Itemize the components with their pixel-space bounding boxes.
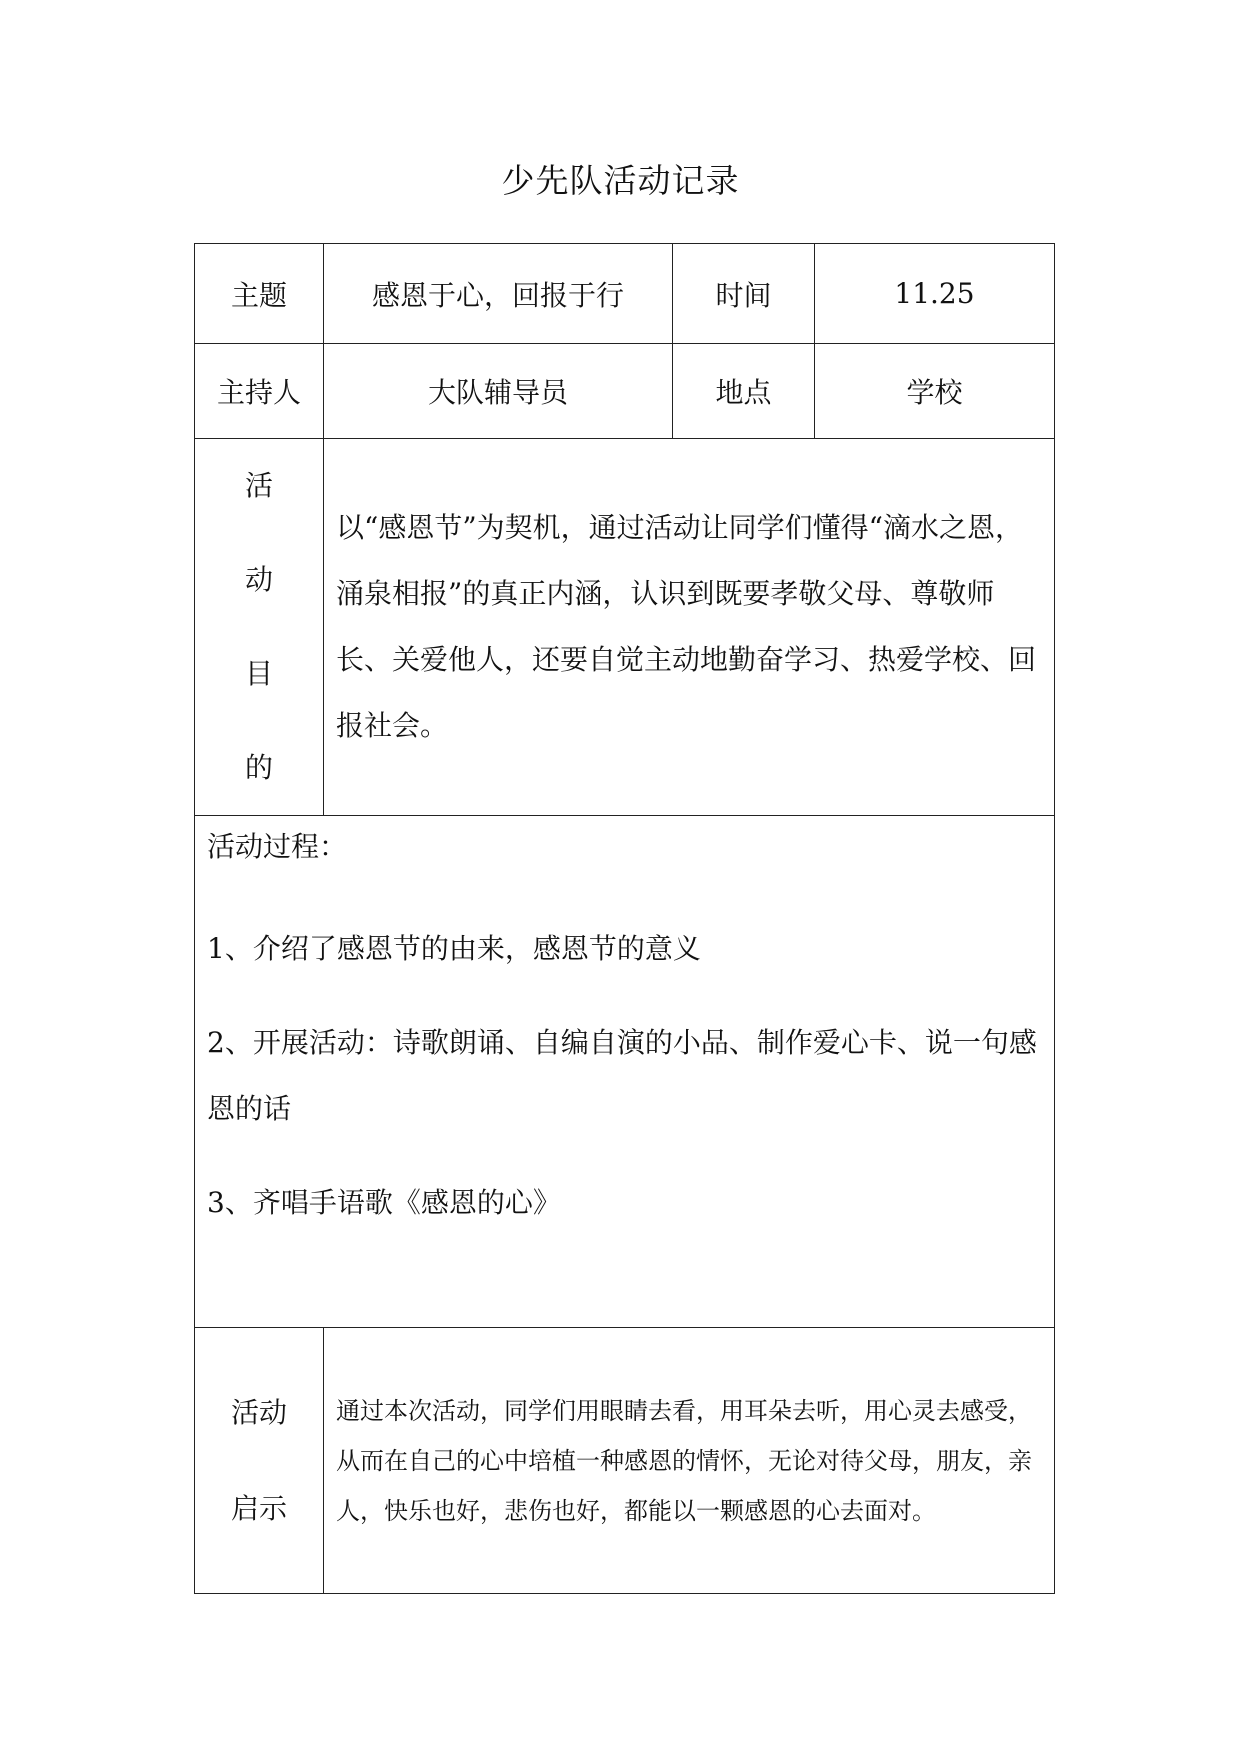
time-value: 11.25 <box>815 244 1055 344</box>
host-row <box>195 344 1055 439</box>
page-title: 少先队活动记录 <box>501 161 740 200</box>
activity-record-table <box>194 243 1055 1594</box>
process-cell <box>195 816 1055 1328</box>
place-value: 学校 <box>815 344 1055 439</box>
topic-label: 主题 <box>195 244 324 344</box>
purpose-text: 以“感恩节”为契机，通过活动让同学们懂得“滴水之恩，涌泉相报”的真正内涵，认识到既要孝敬父母、尊敬师长、关爱他人，还要自觉主动地勤奋学习、热爱学校、回报社会。 <box>324 439 1055 816</box>
purpose-label <box>195 439 324 816</box>
host-value: 大队辅导员 <box>324 344 673 439</box>
insight-text: 通过本次活动，同学们用眼睛去看，用耳朵去听，用心灵去感受，从而在自己的心中培植一种感恩的情怀，无论对待父母，朋友，亲人，快乐也好，悲伤也好，都能以一颗感恩的心去面对。 <box>324 1328 1055 1594</box>
place-label: 地点 <box>673 344 815 439</box>
purpose-row <box>195 439 1055 816</box>
host-label: 主持人 <box>195 344 324 439</box>
insight-label <box>195 1328 324 1594</box>
topic-value: 感恩于心，回报于行 <box>324 244 673 344</box>
insight-label-line: 启示 <box>230 1491 287 1525</box>
process-item: 2、开展活动：诗歌朗诵、自编自演的小品、制作爱心卡、说一句感恩的话 <box>207 1026 1037 1125</box>
insight-row <box>195 1328 1055 1594</box>
process-item: 3、齐唱手语歌《感恩的心》 <box>207 1186 561 1219</box>
insight-label-line: 活动 <box>230 1395 287 1429</box>
topic-row <box>195 244 1055 344</box>
time-label: 时间 <box>673 244 815 344</box>
purpose-label-char: 的 <box>244 751 273 784</box>
process-item: 1、介绍了感恩节的由来，感恩节的意义 <box>207 932 701 965</box>
purpose-label-char: 目 <box>244 657 273 690</box>
process-heading: 活动过程： <box>207 830 348 863</box>
purpose-label-char: 动 <box>244 563 273 596</box>
purpose-label-char: 活 <box>244 469 273 502</box>
process-row <box>195 816 1055 1328</box>
